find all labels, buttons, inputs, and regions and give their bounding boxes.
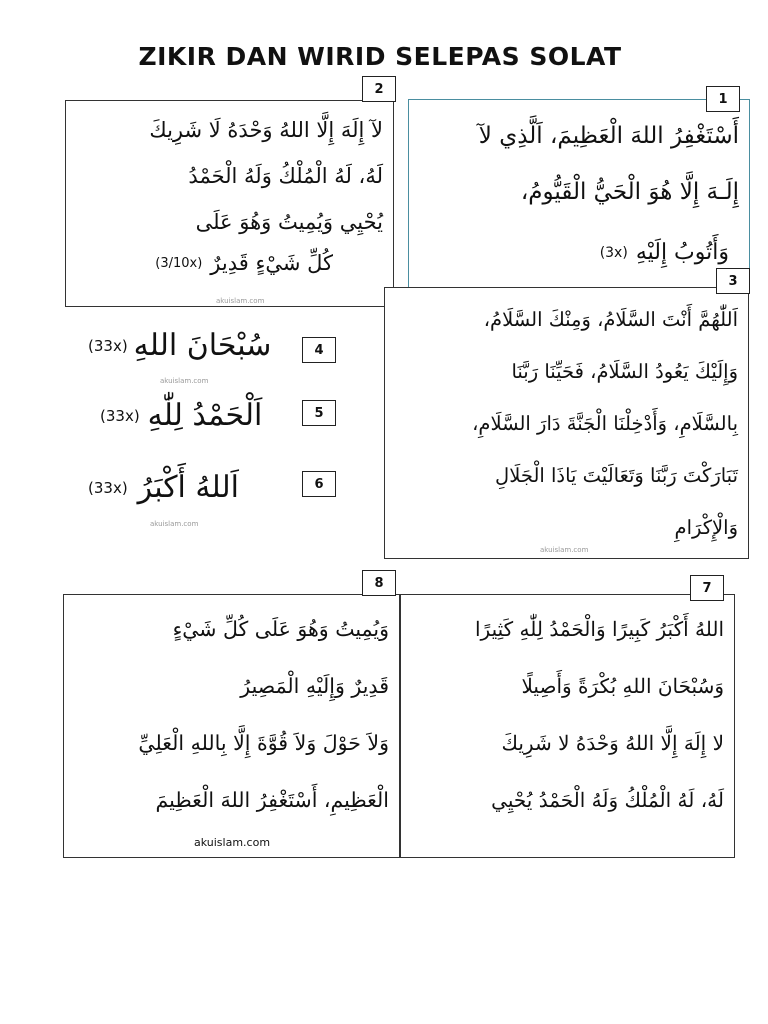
dhikr-5-text: اَلْحَمْدُ لِلّٰهِ (147, 398, 263, 433)
card-7-number: 7 (690, 575, 724, 601)
dhikr-4-watermark: akuislam.com (160, 377, 209, 385)
card-8-number: 8 (362, 570, 396, 596)
card-8-watermark: akuislam.com (194, 836, 271, 849)
card-3-line-3: بِالسَّلَامِ، وَأَدْخِلْنَا الْجَنَّةَ دَارَ السَّلَامِ، (472, 412, 738, 435)
card-2-line-1: لآ إِلَهَ إِلَّا اللهُ وَحْدَهُ لَا شَرِيكَ (149, 118, 383, 142)
card-2-number: 2 (362, 76, 396, 102)
card-1-count: (3x) (599, 244, 628, 261)
card-3-line-5: وَالْإِكْرَامِ (674, 516, 738, 539)
dhikr-4-text: سُبْحَانَ اللهِ (133, 328, 272, 363)
card-8-line-1: وَيُمِيتُ وَهُوَ عَلَى كُلِّ شَيْءٍ (172, 617, 389, 641)
card-8-line-2: قَدِيرٌ وَإِلَيْهِ الْمَصِيرُ (240, 674, 389, 698)
card-3-text (395, 294, 738, 554)
dhikr-6-count: (33x) (88, 478, 128, 497)
dhikr-6-watermark: akuislam.com (150, 520, 199, 528)
card-8 (63, 594, 400, 858)
card-2-line-3: يُحْيِي وَيُمِيتُ وَهُوَ عَلَى (195, 210, 383, 234)
card-3 (384, 287, 749, 559)
card-7-line-4: لَهُ، لَهُ الْمُلْكُ وَلَهُ الْحَمْدُ يُحْيِي (491, 788, 724, 812)
card-2-line-2: لَهُ، لَهُ الْمُلْكُ وَلَهُ الْحَمْدُ (188, 164, 383, 188)
page-title: ZIKIR DAN WIRID SELEPAS SOLAT (138, 42, 622, 71)
card-1-text (419, 108, 739, 220)
card-1-line-2: إِلَـهَ إِلَّا هُوَ الْحَيُّ الْقَيُّومُ، (520, 179, 739, 205)
card-1-line-1: أَسْتَغْفِرُ اللهَ الْعَظِيمَ، اَلَّذِي لآ (478, 123, 739, 149)
card-1-line-3: وَأَتُوبُ إِلَيْهِ (635, 240, 729, 265)
dhikr-4 (88, 328, 271, 363)
dhikr-5-count: (33x) (100, 406, 140, 425)
card-2-line-4: كُلِّ شَيْءٍ قَدِيرٌ (210, 251, 333, 275)
card-7-line-3: لا إِلَهَ إِلَّا اللهُ وَحْدَهُ لا شَرِيكَ (501, 731, 724, 755)
card-8-text (72, 601, 389, 829)
card-7-line-2: وَسُبْحَانَ اللهِ بُكْرَةً وَأَصِيلًا (521, 674, 724, 698)
card-2-text (74, 107, 383, 245)
card-2-watermark: akuislam.com (216, 297, 265, 305)
dhikr-4-count: (33x) (88, 336, 128, 355)
card-3-line-4: تَبَارَكْتَ رَبَّنَا وَتَعَالَيْتَ يَاذَا الْجَلَالِ (495, 464, 738, 487)
dhikr-6-text: اَللهُ أَكْبَرُ (137, 470, 239, 505)
card-1 (408, 99, 750, 294)
card-5-number: 5 (302, 400, 336, 426)
card-7-line-1: اللهُ أَكْبَرُ كَبِيرًا وَالْحَمْدُ لِلّٰهِ كَثِيرًا (474, 617, 724, 641)
card-8-line-4: الْعَظِيمِ، أَسْتَغْفِرُ اللهَ الْعَظِيمَ (155, 788, 389, 812)
card-3-watermark: akuislam.com (540, 546, 589, 554)
card-6-number: 6 (302, 471, 336, 497)
card-1-number: 1 (706, 86, 740, 112)
card-7-text (411, 601, 724, 829)
card-4-number: 4 (302, 337, 336, 363)
card-3-line-2: وَإِلَيْكَ يَعُودُ السَّلَامُ، فَحَيِّنَا رَبَّنَا (511, 360, 738, 383)
card-2 (65, 100, 394, 307)
card-3-line-1: اَللّٰهُمَّ أَنْتَ السَّلَامُ، وَمِنْكَ السَّلَامُ، (483, 308, 738, 331)
dhikr-6 (88, 470, 239, 505)
card-2-count: (3/10x) (155, 255, 203, 271)
dhikr-5 (100, 398, 262, 433)
card-3-number: 3 (716, 268, 750, 294)
card-7 (400, 594, 735, 858)
card-8-line-3: وَلاَ حَوْلَ وَلاَ قُوَّةَ إِلَّا بِاللهِ الْعَلِيِّ (138, 731, 389, 755)
